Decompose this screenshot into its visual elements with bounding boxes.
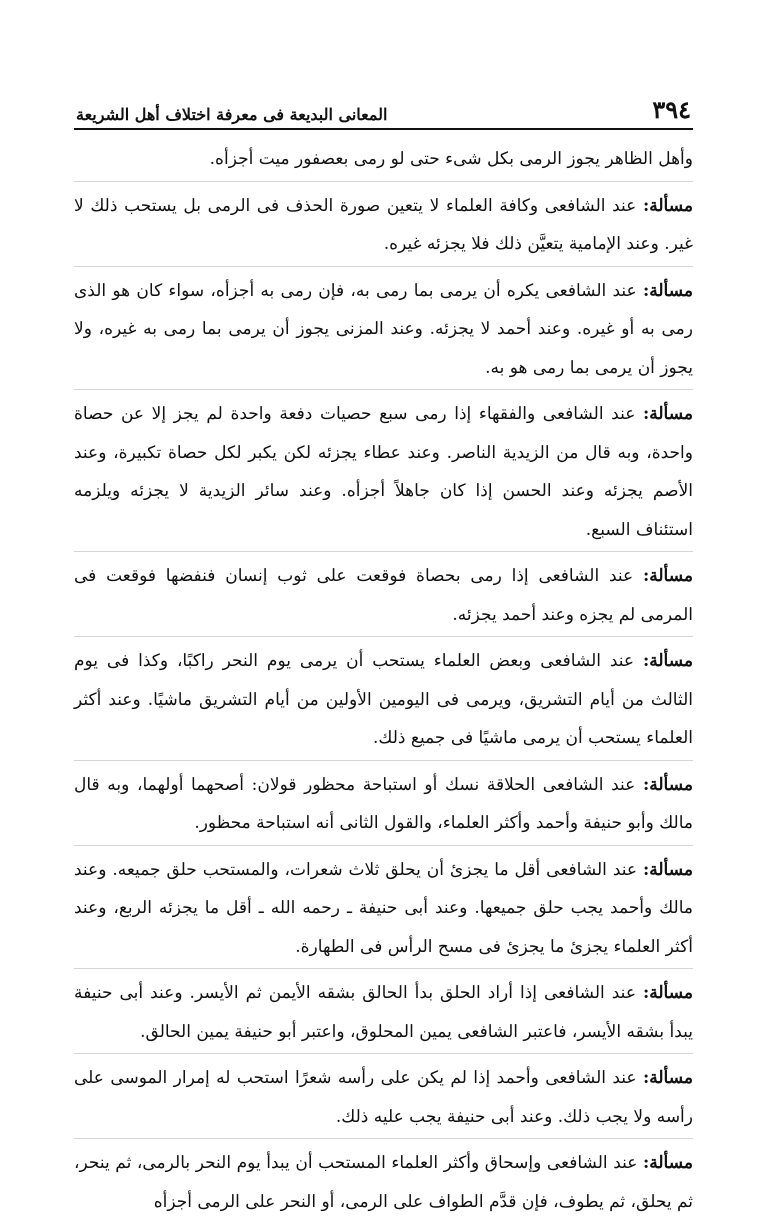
page-body	[74, 140, 693, 1223]
running-title: المعانى البديعة فى معرفة اختلاف أهل الشريعة	[76, 105, 388, 124]
paragraph-text: عند الشافعى الحلاقة نسك أو استباحة محظور قولان: أصحهما أولهما، وبه قال مالك وأبو حنيفة وأحمد وأكثر العلماء، والقول الثانى أنه استباحة محظور.	[74, 774, 693, 833]
paragraph-text: عند الشافعى وأحمد إذا لم يكن على رأسه شعرًا استحب له إمرار الموسى على رأسه ولا يجب ذلك. وعند أبى حنيفة يجب عليه ذلك.	[74, 1068, 693, 1127]
issue-label: مسألة:	[642, 859, 693, 880]
paragraph-text: عند الشافعى وبعض العلماء يستحب أن يرمى يوم النحر راكبًا، وكذا فى يوم الثالث من أيام التشريق، ويرمى فى اليومين الأولين من أيام التشريق ماشيًا. وعند أكثر العلماء يستحب أن يرمى ماشيًا فى جميع ذلك.	[74, 651, 693, 748]
issue-label: مسألة:	[642, 774, 693, 795]
paragraph-text: وأهل الظاهر يجوز الرمى بكل شىء حتى لو رمى بعصفور ميت أجزأه.	[209, 149, 693, 169]
paragraph	[74, 140, 693, 182]
paragraph	[74, 187, 693, 267]
issue-label: مسألة:	[642, 404, 693, 424]
paragraph-text: عند الشافعى وإسحاق وأكثر العلماء المستحب أن يبدأ يوم النحر بالرمى، ثم ينحر، ثم يحلق، ثم يطوف، فإن قدَّم الطواف على الرمى، أو النحر على الرمى أجزأه	[74, 1153, 693, 1212]
paragraph	[74, 766, 693, 846]
paragraph	[74, 272, 693, 391]
issue-label: مسألة:	[642, 195, 693, 216]
paragraph-text: عند الشافعى والفقهاء إذا رمى سبع حصيات دفعة واحدة لم يجز إلا عن حصاة واحدة، وبه قال من الزيدية الناصر. وعند عطاء يجزئه لكن يكبر لكل حصاة تكبيرة، وعند الأصم يجزئه وعند الحسن إذا كان جاهلاً أجزأه. وعند سائر الزيدية لا يجزئه ويلزمه استئناف السبع.	[74, 404, 693, 540]
paragraph	[74, 851, 693, 970]
paragraph	[74, 1144, 693, 1223]
paragraph-text: عند الشافعى وكافة العلماء لا يتعين صورة الحذف فى الرمى بل يستحب ذلك لا غير. وعند الإمامية يتعيَّن ذلك فلا يجزئه غيره.	[74, 195, 693, 254]
paragraph	[74, 1059, 693, 1139]
paragraph	[74, 395, 693, 552]
issue-label: مسألة:	[642, 280, 693, 301]
page-number: ٣٩٤	[652, 95, 691, 124]
paragraph-text: عند الشافعى إذا رمى بحصاة فوقعت على ثوب إنسان فنفضها فوقعت فى المرمى لم يجزه وعند أحمد يجزئه.	[74, 566, 693, 625]
issue-label: مسألة:	[642, 651, 693, 671]
paragraph-text: عند الشافعى أقل ما يجزئ أن يحلق ثلاث شعرات، والمستحب حلق جميعه. وعند مالك وأحمد يجب حلق جميعها. وعند أبى حنيفة ـ رحمه الله ـ أقل ما يجزئه الربع، وعند أكثر العلماء يجزئ ما يجزئ فى مسح الرأس فى الطهارة.	[74, 859, 693, 957]
paragraph	[74, 557, 693, 637]
page-header	[74, 96, 693, 130]
issue-label: مسألة:	[642, 566, 693, 586]
paragraph-text: عند الشافعى إذا أراد الحلق بدأ الحالق بشقه الأيمن ثم الأيسر. وعند أبى حنيفة يبدأ بشقه الأيسر، فاعتبر الشافعى يمين المحلوق، واعتبر أبو حنيفة يمين الحالق.	[74, 983, 693, 1042]
issue-label: مسألة:	[642, 1068, 693, 1088]
issue-label: مسألة:	[642, 1153, 693, 1173]
paragraph	[74, 974, 693, 1054]
issue-label: مسألة:	[642, 983, 693, 1003]
paragraph	[74, 642, 693, 761]
paragraph-text: عند الشافعى يكره أن يرمى بما رمى به، فإن رمى به أجزأه، سواء كان هو الذى رمى به أو غيره. وعند أحمد لا يجزئه. وعند المزنى يجوز أن يرمى بما رمى به غيره، ولا يجوز أن يرمى بما رمى هو به.	[74, 280, 693, 378]
